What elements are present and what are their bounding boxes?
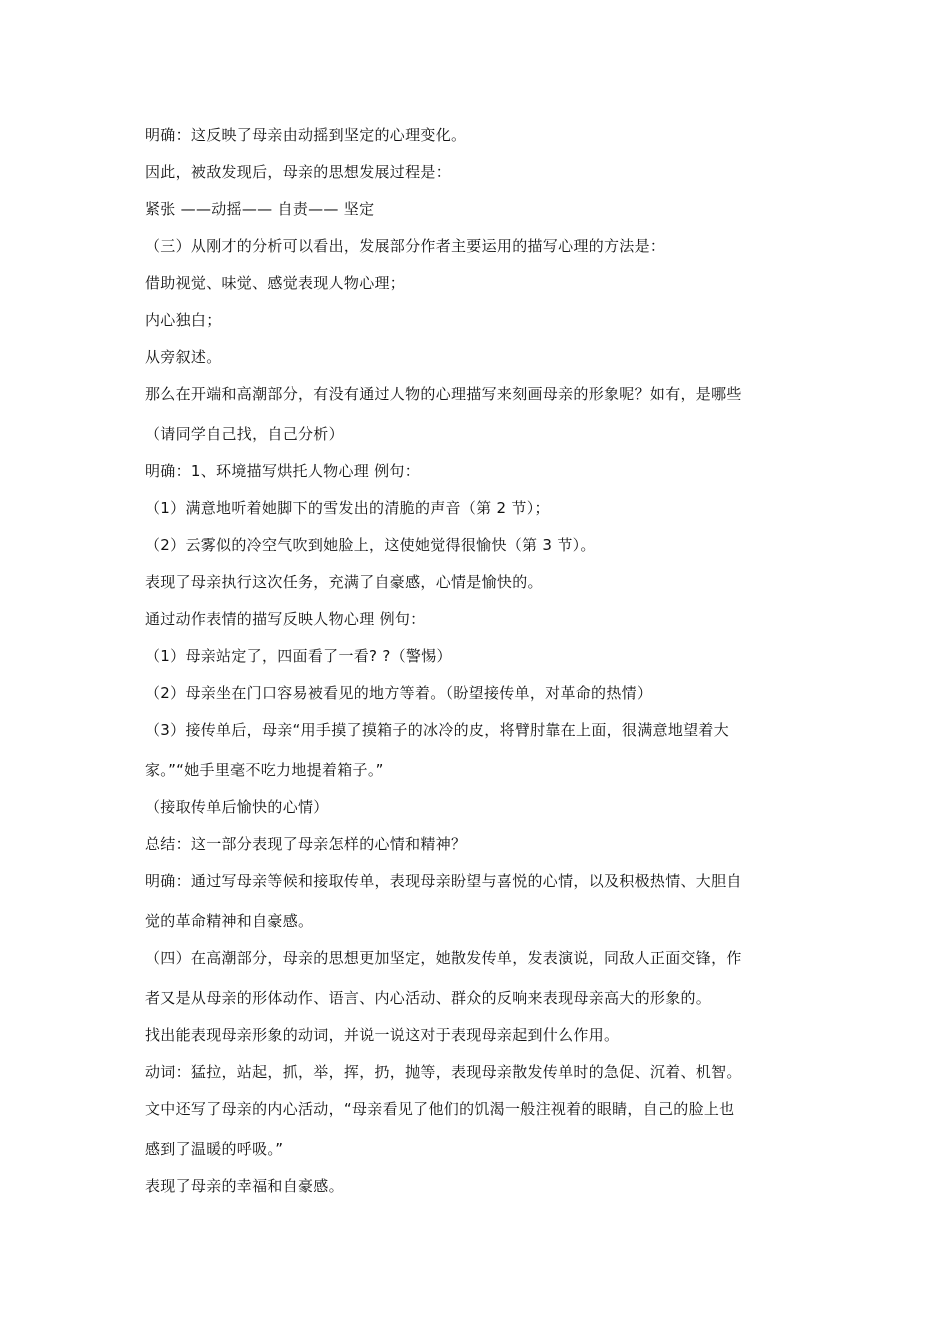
text-line: （2）云雾似的冷空气吹到她脸上，这使她觉得很愉快（第 3 节）。 bbox=[145, 536, 596, 554]
text-line: 者又是从母亲的形体动作、语言、内心活动、群众的反响来表现母亲高大的形象的。 bbox=[145, 989, 712, 1007]
text-line: 内心独白； bbox=[145, 311, 222, 329]
text-line: 那么在开端和高潮部分，有没有通过人物的心理描写来刻画母亲的形象呢？如有，是哪些 bbox=[145, 385, 742, 403]
text-line: 感到了温暖的呼吸。” bbox=[145, 1140, 284, 1158]
text-line: （2）母亲坐在门口容易被看见的地方等着。（盼望接传单，对革命的热情） bbox=[145, 684, 653, 702]
text-line: 总结：这一部分表现了母亲怎样的心情和精神？ bbox=[145, 835, 467, 853]
text-line: （请同学自己找，自己分析） bbox=[145, 425, 344, 443]
text-line: 家。”“她手里毫不吃力地提着箱子。” bbox=[145, 761, 384, 779]
text-line: （1）满意地听着她脚下的雪发出的清脆的声音（第 2 节）； bbox=[145, 499, 550, 517]
text-line: 因此，被敌发现后，母亲的思想发展过程是： bbox=[145, 163, 452, 181]
text-line: 表现了母亲的幸福和自豪感。 bbox=[145, 1177, 344, 1195]
text-line: 表现了母亲执行这次任务，充满了自豪感，心情是愉快的。 bbox=[145, 573, 543, 591]
text-line: 明确：1、环境描写烘托人物心理 例句： bbox=[145, 462, 421, 480]
text-line: 通过动作表情的描写反映人物心理 例句： bbox=[145, 610, 426, 628]
text-line: （1）母亲站定了，四面看了一看? ?（警惕） bbox=[145, 647, 452, 665]
text-line: 动词：猛拉，站起，抓，举，挥，扔，抛等，表现母亲散发传单时的急促、沉着、机智。 bbox=[145, 1063, 742, 1081]
text-line: （三）从刚才的分析可以看出，发展部分作者主要运用的描写心理的方法是： bbox=[145, 237, 666, 255]
text-line: （四）在高潮部分，母亲的思想更加坚定，她散发传单，发表演说，同敌人正面交锋，作 bbox=[145, 949, 742, 967]
text-line: 紧张 ——动摇—— 自责—— 坚定 bbox=[145, 200, 375, 218]
text-line: 文中还写了母亲的内心活动，“母亲看见了他们的饥渴一般注视着的眼睛，自己的脸上也 bbox=[145, 1100, 735, 1118]
text-line: （接取传单后愉快的心情） bbox=[145, 798, 329, 816]
text-line: 明确：这反映了母亲由动摇到坚定的心理变化。 bbox=[145, 126, 467, 144]
text-line: 明确：通过写母亲等候和接取传单，表现母亲盼望与喜悦的心情，以及积极热情、大胆自 bbox=[145, 872, 742, 890]
text-line: 找出能表现母亲形象的动词，并说一说这对于表现母亲起到什么作用。 bbox=[145, 1026, 620, 1044]
text-line: 从旁叙述。 bbox=[145, 348, 222, 366]
text-line: 觉的革命精神和自豪感。 bbox=[145, 912, 314, 930]
text-line: 借助视觉、味觉、感觉表现人物心理； bbox=[145, 274, 406, 292]
text-line: （3）接传单后，母亲“用手摸了摸箱子的冰冷的皮，将臂肘靠在上面，很满意地望着大 bbox=[145, 721, 730, 739]
